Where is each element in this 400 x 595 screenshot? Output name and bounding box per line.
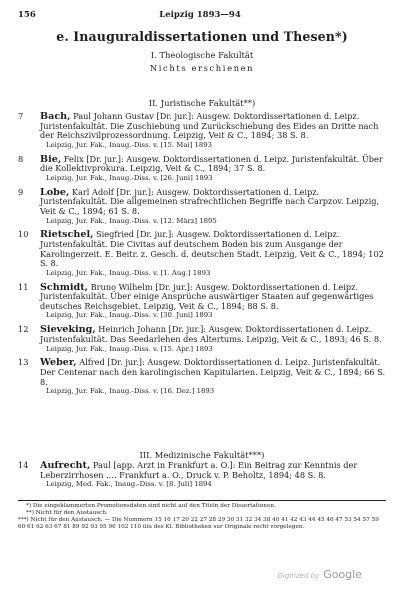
google-watermark [278,568,362,581]
list-item [18,283,386,321]
entry-number: 7 [18,111,24,121]
entry-text: Paul Johann Gustav [Dr. jur.]: Ausgew. Doktordissertationen d. Leipz. Juristenfakultät. Die Zuschiebung und Zurückschiebung des Eides an Dritte nach der Reichszivilprozessordnung. Leipzig, Veit & C., 1894; 38 S. 8. [40,111,379,141]
entry-number: 10 [18,229,29,240]
entry-text: Heinrich Johann [Dr. jur.]: Ausgew. Doktordissertationen d. Leipz. Juristenfakultät. Das Seedarlehen des Altertums. Leipzig, Veit & C., 1893; 46 S. 8. [40,324,382,344]
entry-source: Leipzig, Jur. Fak., Inaug.-Diss. v. [15. Mai] 1893 [46,140,213,149]
entry-source: Leipzig, Jur. Fak., Inaug.-Diss. v. [16. Dez.] 1893 [46,387,215,396]
list-item [18,461,386,490]
entry-text: Felix [Dr. jur.]: Ausgew. Doktordissertationen d. Leipz. Juristenfakultät. Über die Kollektivprokura. Leipzig, Veit & C., 1894; 37 S. 8. [40,153,383,174]
entry-number: 9 [18,186,24,197]
entry-author: Rietschel, [40,229,94,241]
entry-author: Aufrecht, [40,460,91,471]
list-item [18,155,386,184]
entry-source: Leipzig, Jur. Fak., Inaug.-Diss. v. [30. Juni] 1893 [46,311,213,320]
entry-text: Karl Adolf [Dr. jur.]: Ausgew. Doktordissertationen d. Leipz. Juristenfakultät. Die allgemeinen strafrechtlichen Begriffe nach Carpzov. Leipzig, Veit & C., 1894; 61 S. 8. [40,186,380,216]
section-theology-heading: I. Theologische Fakultät [150,50,254,60]
running-title: Leipzig 1893—94 [159,10,241,20]
page-title: e. Inauguraldissertationen und Thesen*) [56,29,348,44]
entry-text: Siegfried [Dr. jur.]: Ausgew. Doktordissertationen d. Leipz. Juristenfakultät. Die Civitas auf deutschem Boden bis zum Ausgange der Karolingerzeit. E. Beitr. z. Gesch. d. deutschen Stadt. Leipzig, Veit & C., 1894; 102 S. 8. [40,229,384,269]
entry-number: 13 [18,357,29,368]
entry-source: Leipzig, Jur. Fak., Inaug.-Diss. v. [12. März] 1895 [46,216,217,225]
list-item [18,230,386,278]
entry-author: Weber, [40,357,77,369]
footnote: *) Die eingeklammerten Promotionsdaten sind nicht auf den Titeln der Dissertationen. [26,503,276,509]
entry-author: Bach, [40,111,71,122]
entry-author: Sieveking, [40,324,96,336]
footnote: **) Nicht für den Austausch. [26,510,108,516]
footnote: ***) Nicht für den Austausch. — Die Nummern 15 16 17 20 22 27 28 29 30 31 32 34 38 40 41 42 43 44 45 46 47 53 54 57 59 60 61 62 63 67 81 89 92 93 95 96 102 110 iliu des Kl. Bibliotheken sur Originale recht vorgelegen. [18,517,379,530]
section-law-heading: II. Juristische Fakultät**) [148,98,256,108]
entry-number: 11 [18,281,29,292]
entry-number: 8 [18,153,24,164]
watermark-digitized-text: Digitized by [277,572,320,580]
entry-text: Paul [app. Arzt in Frankfurt a. O.]: Ein Beitrag zur Kenntnis der Leberzirrhosen .... Frankfurt a. O., Druck v. P. Beholtz, 1894; 48 S. 8. [40,460,358,480]
entry-number: 14 [18,460,29,470]
page-number: 156 [18,10,36,20]
entry-number: 12 [18,324,29,335]
entry-text: Alfred [Dr. jur.]: Ausgew. Doktordissertationen d. Leipz. Juristenfakultät. Der Centenar nach den karolingischen Kapitularien. Leipzig, Veit & C., 1894; 66 S. 8. [40,357,386,387]
section-medicine-heading: III. Medizinische Fakultät***) [139,450,265,460]
entry-source: Leipzig, Jur. Fak., Inaug.-Diss. v. [15. Apr.] 1893 [46,344,213,353]
medicine-entries [18,461,386,494]
list-item [18,188,386,226]
law-entries [18,112,386,401]
entry-source: Leipzig, Med. Fak., Inaug.-Diss. v. [8. Juli] 1894 [46,480,212,489]
footnote-divider [18,500,386,501]
entry-author: Bie, [40,153,62,165]
page-header [18,10,382,24]
google-logo-text: Google [323,568,362,581]
section-theology-note: Nichts erschienen [149,63,255,73]
list-item [18,325,386,354]
entry-source: Leipzig, Jur. Fak., Inaug.-Diss. v. [26. Juni] 1893 [46,173,213,182]
footnotes [18,503,386,531]
entry-author: Schmidt, [40,281,89,293]
entry-source: Leipzig, Jur. Fak., Inaug.-Diss. v. [1. Aug.] 1893 [46,268,211,277]
entry-author: Lobe, [40,186,70,198]
list-item [18,112,386,150]
entry-text: Bruno Wilhelm [Dr. jur.]: Ausgew. Doktordissertationen d. Leipz. Juristenfakultät. Über einige Ansprüche auswärtiger Staaten auf gegenwärtiges deutsches Reichsgebiet. Leipzig, Veit & C., 1894; 88 S. 8. [40,281,374,311]
list-item [18,358,386,396]
